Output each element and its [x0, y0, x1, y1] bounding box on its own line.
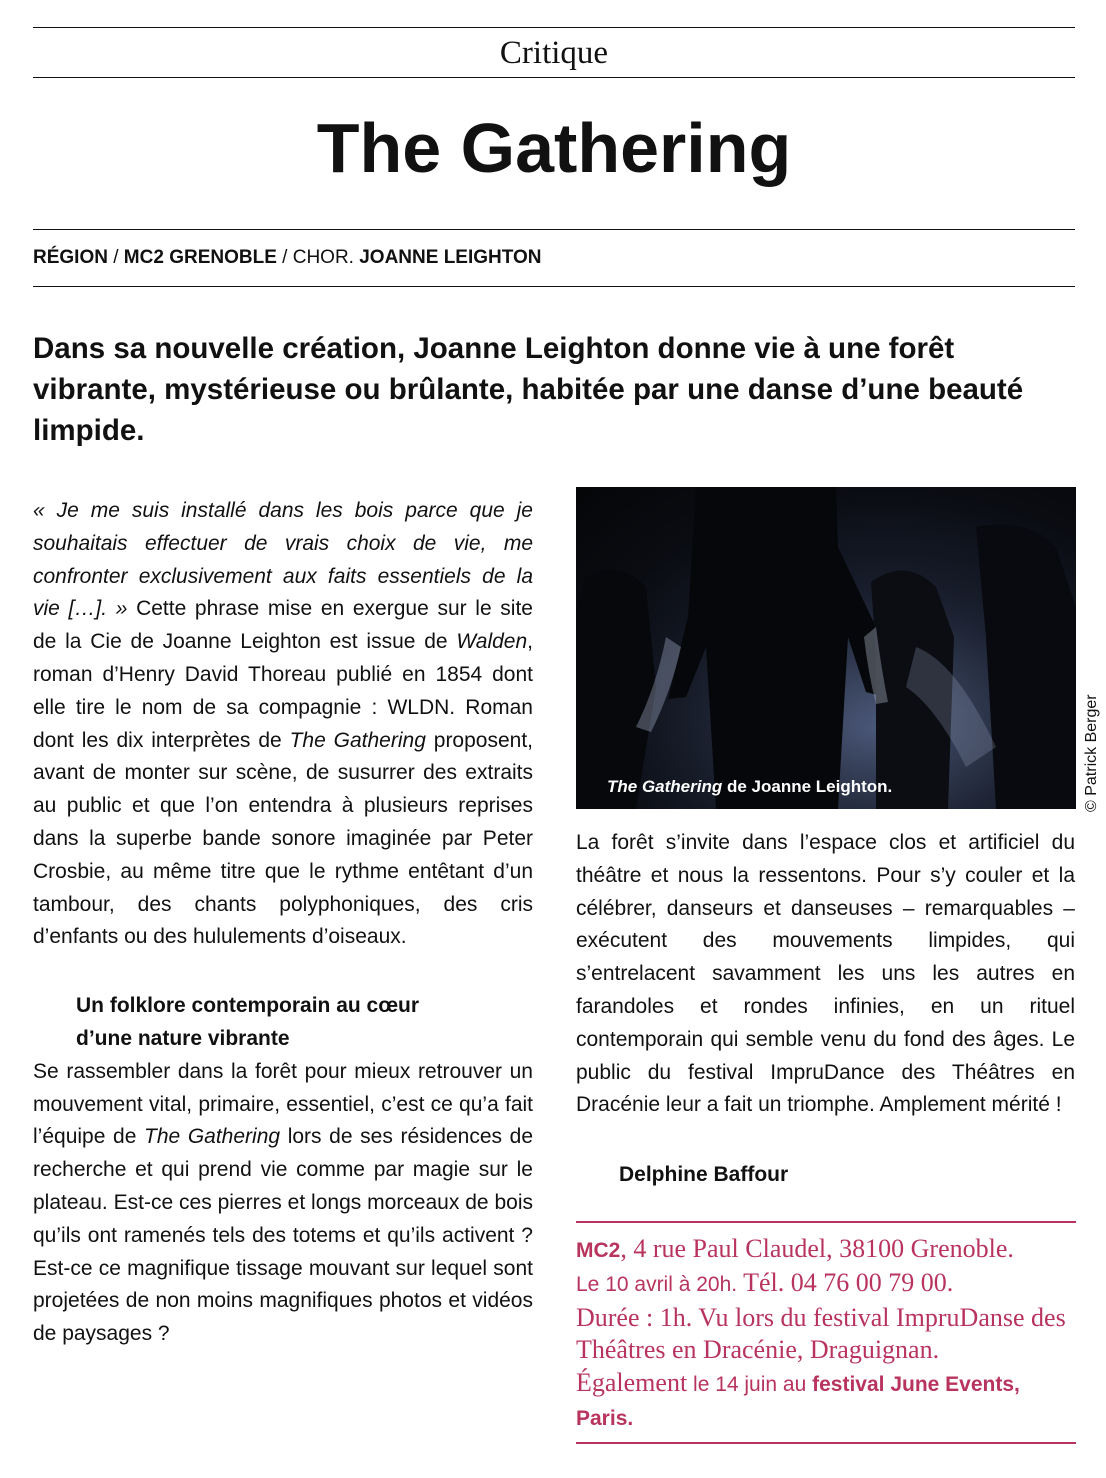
- left-column: [33, 495, 533, 1351]
- practical-info: [576, 1233, 1076, 1435]
- info-address: , 4 rue Paul Claudel, 38100 Grenoble.: [620, 1234, 1014, 1263]
- text-run: Se rassembler dans la forêt pour mieux retrouver un mouvement vital, primaire, essentiel, c’est ce qu’a fait l’équipe de: [33, 1059, 533, 1149]
- performance-photo: [576, 487, 1076, 809]
- book-title: Walden: [456, 630, 528, 654]
- top-rule: [33, 27, 1075, 28]
- author-byline: Delphine Baffour: [619, 1163, 789, 1186]
- article-title: The Gathering: [316, 109, 792, 187]
- opening-quote: « Je me suis installé dans les bois parce que je souhaitais effectuer de vrais choix de vie, me confronter exclusivement aux faits essentiels de la vie […]. »: [33, 499, 533, 621]
- meta-bottom-rule: [33, 286, 1075, 287]
- info-festival: festival June Events, Paris.: [576, 1372, 1020, 1431]
- info-top-rule: [576, 1221, 1076, 1223]
- text-run: Cette phrase mise en exergue sur le site de la Cie de Joanne Leighton est issue de: [33, 597, 533, 654]
- spacer: [33, 954, 533, 990]
- article-meta: [33, 246, 542, 270]
- subheading-line-1: Un folklore contemporain au cœur: [76, 994, 420, 1018]
- show-title: The Gathering: [144, 1125, 281, 1149]
- paragraph-2: [33, 1056, 533, 1351]
- meta-chor-label: CHOR.: [292, 247, 354, 268]
- dancers-silhouette-image: [576, 487, 1076, 809]
- info-venue: MC2: [576, 1239, 621, 1262]
- info-phone: Tél. 04 76 00 79 00.: [737, 1268, 954, 1298]
- caption-title: The Gathering: [607, 777, 723, 796]
- right-column: [576, 827, 1075, 1122]
- kicker-rule: [33, 77, 1075, 78]
- meta-region: RÉGION: [33, 247, 108, 268]
- meta-separator: /: [276, 247, 293, 268]
- subheading: [33, 990, 533, 1056]
- photo-credit: © Patrick Berger: [1083, 694, 1100, 812]
- meta-separator: /: [107, 247, 124, 268]
- meta-choreographer: JOANNE LEIGHTON: [359, 247, 542, 268]
- info-duration: Durée : 1h. Vu lors du festival ImpruDanse des Théâtres en Dracénie, Draguignan.: [576, 1302, 1066, 1365]
- photo-caption: [607, 777, 892, 797]
- article-lede: Dans sa nouvelle création, Joanne Leighton donne vie à une forêt vibrante, mystérieuse ou brûlante, habitée par une danse d’une beauté limpide.: [33, 332, 1024, 447]
- paragraph-3: La forêt s’invite dans l’espace clos et artificiel du théâtre et nous la ressentons. Pour s’y couler et la célébrer, danseurs et danseuses – remarquables – exécutent des mouvements limpides, qui s’entrelacent savamment les uns les autres en farandoles et rondes infinies, en un rituel contemporain qui semble venu du fond des âges. Le public du festival ImpruDance des Théâtres en Dracénie leur a fait un triomphe. Amplement mérité !: [576, 831, 1075, 1117]
- info-bottom-rule: [576, 1442, 1076, 1444]
- meta-venue: MC2 GRENOBLE: [123, 247, 277, 268]
- section-kicker: Critique: [499, 35, 609, 71]
- caption-text: de Joanne Leighton.: [722, 777, 893, 796]
- text-run: lors de ses résidences de recherche et qui prend vie comme par magie sur le plateau. Est-ce ces pierres et longs morceaux de bois qu’ils ont ramenés tels des totems et qu’ils activent ? Est-ce ce magnifique tissage mouvant sur lequel sont projetées de non moins magnifiques photos et vidéos de paysages ?: [33, 1125, 533, 1346]
- info-date: Le 10 avril à 20h.: [576, 1273, 738, 1297]
- meta-top-rule: [33, 229, 1075, 230]
- info-also: Également: [576, 1367, 688, 1397]
- show-title: The Gathering: [289, 728, 426, 752]
- info-also-date: le 14 juin au: [687, 1372, 813, 1396]
- paragraph-1: [33, 495, 533, 954]
- text-run: , roman d’Henry David Thoreau publié en 1854 dont elle tire le nom de sa compagnie : WLDN. Roman dont les dix interprètes de: [33, 630, 533, 752]
- text-run: proposent, avant de monter sur scène, de susurrer des extraits au public et que l’on entendra à plusieurs reprises dans la superbe bande sonore imaginée par Peter Crosbie, au même titre que le rythme entêtant d’un tambour, des chants polyphoniques, des cris d’enfants ou des hululements d’oiseaux.: [33, 728, 533, 949]
- subheading-line-2: d’une nature vibrante: [76, 1026, 290, 1050]
